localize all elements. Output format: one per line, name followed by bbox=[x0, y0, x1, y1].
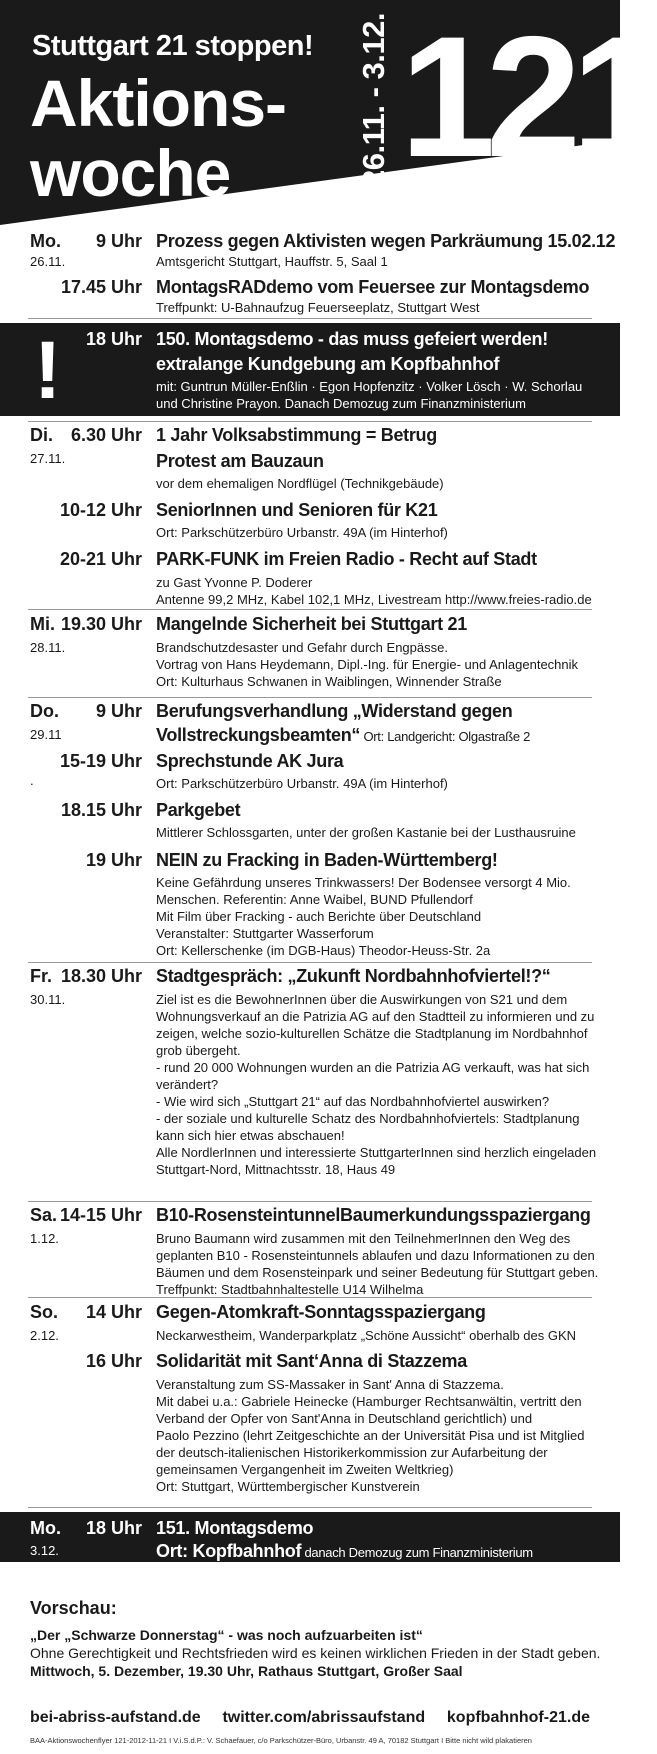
event-detail: Neckarwestheim, Wanderparkplatz „Schöne Aussicht“ oberhalb des GKN bbox=[156, 1328, 577, 1343]
event-detail: Treffpunkt: U-Bahnaufzug Feuerseeplatz, Stuttgart West bbox=[156, 300, 480, 315]
event-subtitle bbox=[156, 725, 530, 746]
preview-when: Mittwoch, 5. Dezember, 19.30 Uhr, Rathaus Stuttgart, Großer Saal bbox=[30, 1663, 463, 1679]
divider bbox=[28, 1507, 592, 1508]
event-detail: Brandschutzdesaster und Gefahr durch Engpässe. bbox=[156, 640, 448, 655]
preview-title: „Der „Schwarze Donnerstag“ - was noch aufzuarbeiten ist“ bbox=[30, 1627, 423, 1643]
event-date: 29.11 bbox=[30, 727, 62, 742]
divider bbox=[28, 318, 592, 319]
event-location: Ort: Landgericht: Olgastraße 2 bbox=[360, 729, 531, 744]
divider bbox=[28, 1201, 592, 1202]
event-title: 150. Montagsdemo - das muss gefeiert werden! bbox=[156, 329, 548, 349]
event-title: Parkgebet bbox=[156, 800, 241, 820]
exclamation-mark: ! bbox=[34, 325, 62, 416]
event-subtitle: extralange Kundgebung am Kopfbahnhof bbox=[156, 354, 500, 374]
event-detail: Bäumen und dem Rosensteinpark und seiner Bedeutung für Stuttgart geben. bbox=[156, 1265, 599, 1280]
event-detail: geplanten B10 - Rosensteintunnels ablaufen und dazu Informationen zu den bbox=[156, 1248, 595, 1263]
preview-heading: Vorschau: bbox=[30, 1598, 117, 1618]
event-day: So. bbox=[30, 1302, 59, 1322]
event-date: 3.12. bbox=[30, 1543, 59, 1558]
event-time: 19 Uhr bbox=[85, 850, 142, 870]
divider bbox=[28, 1297, 592, 1298]
event-detail: Treffpunkt: Stadtbahnhaltestelle U14 Wilhelma bbox=[156, 1282, 424, 1297]
event-time: 17.45 Uhr bbox=[60, 277, 142, 297]
header-dates: 26.11. - 3.12. bbox=[356, 13, 391, 187]
event-detail: Vortrag von Hans Heydemann, Dipl.-Ing. für Energie- und Anlagentechnik bbox=[156, 657, 579, 672]
event-date: 30.11. bbox=[30, 992, 66, 1007]
divider bbox=[28, 609, 592, 610]
header-number: 121 bbox=[400, 1, 657, 193]
event-detail: Ort: Stuttgart, Württembergischer Kunstverein bbox=[156, 1479, 420, 1494]
event-detail: kann sich hier etwas abschauen! bbox=[156, 1128, 345, 1143]
event-time: 9 Uhr bbox=[95, 701, 142, 721]
divider bbox=[28, 697, 592, 698]
link-twitter[interactable]: twitter.com/abrissaufstand bbox=[222, 1709, 426, 1726]
imprint: BAA-Aktionswochenflyer 121-2012-11-21 I V.i.S.d.P.: V. Schaefauer, c/o Parkschützer-Büro, Urbanstr. 49 A, 70182 Stuttgart I Bitte nicht wild plakatieren bbox=[30, 1736, 532, 1745]
event-day: Sa. bbox=[30, 1205, 58, 1225]
event-title: PARK-FUNK im Freien Radio - Recht auf Stadt bbox=[156, 549, 537, 569]
preview-description: Ohne Gerechtigkeit und Rechtsfrieden wird es keinen wirklichen Frieden in der Stadt geben. bbox=[30, 1645, 601, 1661]
event-detail: Bruno Baumann wird zusammen mit den TeilnehmerInnen den Weg des bbox=[156, 1231, 571, 1246]
event-detail: grob übergeht. bbox=[156, 1043, 241, 1058]
event-time: 15-19 Uhr bbox=[59, 751, 142, 771]
event-detail: Veranstalter: Stuttgarter Wasserforum bbox=[156, 926, 374, 941]
event-title: Prozess gegen Aktivisten wegen Parkräumung 15.02.12 bbox=[156, 231, 616, 251]
event-day: Fr. bbox=[30, 966, 53, 986]
event-subtitle-bold: Vollstreckungsbeamten“ bbox=[156, 725, 361, 745]
link-bei-abriss-aufstand[interactable]: bei-abriss-aufstand.de bbox=[30, 1709, 201, 1726]
event-detail: Stuttgart-Nord, Mittnachtsstr. 18, Haus 49 bbox=[156, 1162, 396, 1177]
event-detail: Antenne 99,2 MHz, Kabel 102,1 MHz, Livestream http://www.freies-radio.de bbox=[156, 592, 592, 607]
event-date: 1.12. bbox=[30, 1231, 59, 1246]
event-title: Berufungsverhandlung „Widerstand gegen bbox=[156, 701, 513, 721]
event-detail: der deutsch-italienischen Historikerkommission zur Aufarbeitung der bbox=[156, 1445, 548, 1460]
event-detail: Wohnungsverkauf an die Patrizia AG auf den Stadtteil zu informieren und zu bbox=[156, 1009, 595, 1024]
event-time: 6.30 Uhr bbox=[70, 425, 142, 445]
event-time: 18 Uhr bbox=[85, 1518, 142, 1538]
event-time: 9 Uhr bbox=[95, 231, 142, 251]
header-title-line2: woche bbox=[30, 136, 231, 210]
event-detail: Veranstaltung zum SS-Massaker in Sant' Anna di Stazzema. bbox=[156, 1377, 504, 1392]
event-detail: Alle NordlerInnen und interessierte StuttgarterInnen sind herzlich eingeladen bbox=[156, 1145, 597, 1160]
event-entry-highlight bbox=[0, 1512, 620, 1562]
event-subtitle bbox=[156, 1541, 533, 1562]
event-detail: - der soziale und kulturelle Schatz des Nordbahnhofviertels: Stadtplanung bbox=[156, 1111, 580, 1126]
event-detail: Ort: Kellerschenke (im DGB-Haus) Theodor-Heuss-Str. 2a bbox=[156, 943, 491, 958]
event-date: . bbox=[30, 773, 34, 788]
event-detail: Menschen. Referentin: Anne Waibel, BUND Pfullendorf bbox=[156, 892, 473, 907]
event-date: 27.11. bbox=[30, 451, 66, 466]
header-subtitle: Stuttgart 21 stoppen! bbox=[32, 30, 314, 62]
event-detail: zu Gast Yvonne P. Doderer bbox=[156, 575, 313, 590]
event-detail: und Christine Prayon. Danach Demozug zum Finanzministerium bbox=[156, 396, 526, 411]
event-detail: Verband der Opfer von Sant'Anna in Deutschland gerichtlich) und bbox=[156, 1411, 533, 1426]
event-detail: - Wie wird sich „Stuttgart 21“ auf das Nordbahnhofviertel auswirken? bbox=[156, 1094, 550, 1109]
event-time: 18.30 Uhr bbox=[60, 966, 142, 986]
event-title: Gegen-Atomkraft-Sonntagsspaziergang bbox=[156, 1302, 486, 1322]
event-location: danach Demozug zum Finanzministerium bbox=[301, 1545, 533, 1560]
event-entry-highlight bbox=[0, 323, 620, 416]
event-detail: Ort: Parkschützerbüro Urbanstr. 49A (im Hinterhof) bbox=[156, 525, 448, 540]
event-detail: Paolo Pezzino (lehrt Zeitgeschichte an der Universität Pisa und ist Mitglied bbox=[156, 1428, 585, 1443]
footer-links bbox=[30, 1709, 590, 1727]
event-detail: Mit dabei u.a.: Gabriele Heinecke (Hamburger Rechtsanwältin, vertritt den bbox=[156, 1394, 582, 1409]
event-detail: Ziel ist es die BewohnerInnen über die Auswirkungen von S21 und dem bbox=[156, 992, 568, 1007]
link-kopfbahnhof-21[interactable]: kopfbahnhof-21.de bbox=[446, 1709, 590, 1726]
event-detail: - rund 20 000 Wohnungen wurden an die Patrizia AG verkauft, was hat sich bbox=[156, 1060, 590, 1075]
event-title: NEIN zu Fracking in Baden-Württemberg! bbox=[156, 850, 498, 870]
event-time: 19.30 Uhr bbox=[60, 614, 142, 634]
event-time: 16 Uhr bbox=[85, 1351, 142, 1371]
event-day: Mi. bbox=[30, 614, 55, 634]
divider bbox=[28, 421, 592, 422]
event-title: SeniorInnen und Senioren für K21 bbox=[156, 500, 438, 520]
event-detail: mit: Guntrun Müller-Enßlin · Egon Hopfenzitz · Volker Lösch · W. Schorlau bbox=[156, 379, 583, 394]
event-time: 18.15 Uhr bbox=[60, 800, 142, 820]
event-day: Di. bbox=[30, 425, 54, 445]
event-day: Do. bbox=[30, 701, 59, 721]
event-day: Mo. bbox=[30, 231, 61, 251]
event-detail: gemeinsamen Vergangenheit im Zweiten Weltkrieg) bbox=[156, 1462, 454, 1477]
event-title: Sprechstunde AK Jura bbox=[156, 751, 344, 771]
event-title: B10-RosensteintunnelBaumerkundungsspaziergang bbox=[156, 1205, 591, 1225]
event-title: Solidarität mit Sant‘Anna di Stazzema bbox=[156, 1351, 467, 1371]
event-detail: vor dem ehemaligen Nordflügel (Technikgebäude) bbox=[156, 476, 444, 491]
event-subtitle: Protest am Bauzaun bbox=[156, 451, 324, 471]
event-detail: Ort: Kulturhaus Schwanen in Waiblingen, Winnender Straße bbox=[156, 674, 502, 689]
event-time: 14 Uhr bbox=[85, 1302, 142, 1322]
event-detail: Mittlerer Schlossgarten, unter der großen Kastanie bei der Lusthausruine bbox=[156, 825, 576, 840]
event-detail: verändert? bbox=[156, 1077, 219, 1092]
event-title: MontagsRADdemo vom Feuersee zur Montagsdemo bbox=[156, 277, 590, 297]
event-time: 18 Uhr bbox=[85, 329, 142, 349]
event-detail: Keine Gefährdung unseres Trinkwassers! Der Bodensee versorgt 4 Mio. bbox=[156, 875, 571, 890]
event-time: 20-21 Uhr bbox=[59, 549, 142, 569]
event-time: 14-15 Uhr bbox=[59, 1205, 142, 1225]
event-title: 1 Jahr Volksabstimmung = Betrug bbox=[156, 425, 437, 445]
event-detail: zeigen, welche sozio-kulturellen Schätze die Stadtplanung im Nordbahnhof bbox=[156, 1026, 588, 1041]
event-detail: Ort: Parkschützerbüro Urbanstr. 49A (im Hinterhof) bbox=[156, 776, 448, 791]
event-time: 10-12 Uhr bbox=[59, 500, 142, 520]
event-title: Mangelnde Sicherheit bei Stuttgart 21 bbox=[156, 614, 467, 634]
event-date: 26.11. bbox=[30, 254, 66, 269]
event-detail: Amtsgericht Stuttgart, Hauffstr. 5, Saal 1 bbox=[156, 254, 388, 269]
header-banner bbox=[0, 0, 657, 225]
event-date: 28.11. bbox=[30, 640, 66, 655]
event-day: Mo. bbox=[30, 1518, 61, 1538]
event-title: Stadtgespräch: „Zukunft Nordbahnhofviertel!?“ bbox=[156, 966, 551, 986]
event-subtitle-bold: Ort: Kopfbahnhof bbox=[156, 1541, 302, 1561]
event-title: 151. Montagsdemo bbox=[156, 1518, 314, 1538]
event-detail: Mit Film über Fracking - auch Berichte über Deutschland bbox=[156, 909, 482, 924]
event-date: 2.12. bbox=[30, 1328, 59, 1343]
divider bbox=[28, 962, 592, 963]
header-title-line1: Aktions- bbox=[30, 66, 286, 140]
